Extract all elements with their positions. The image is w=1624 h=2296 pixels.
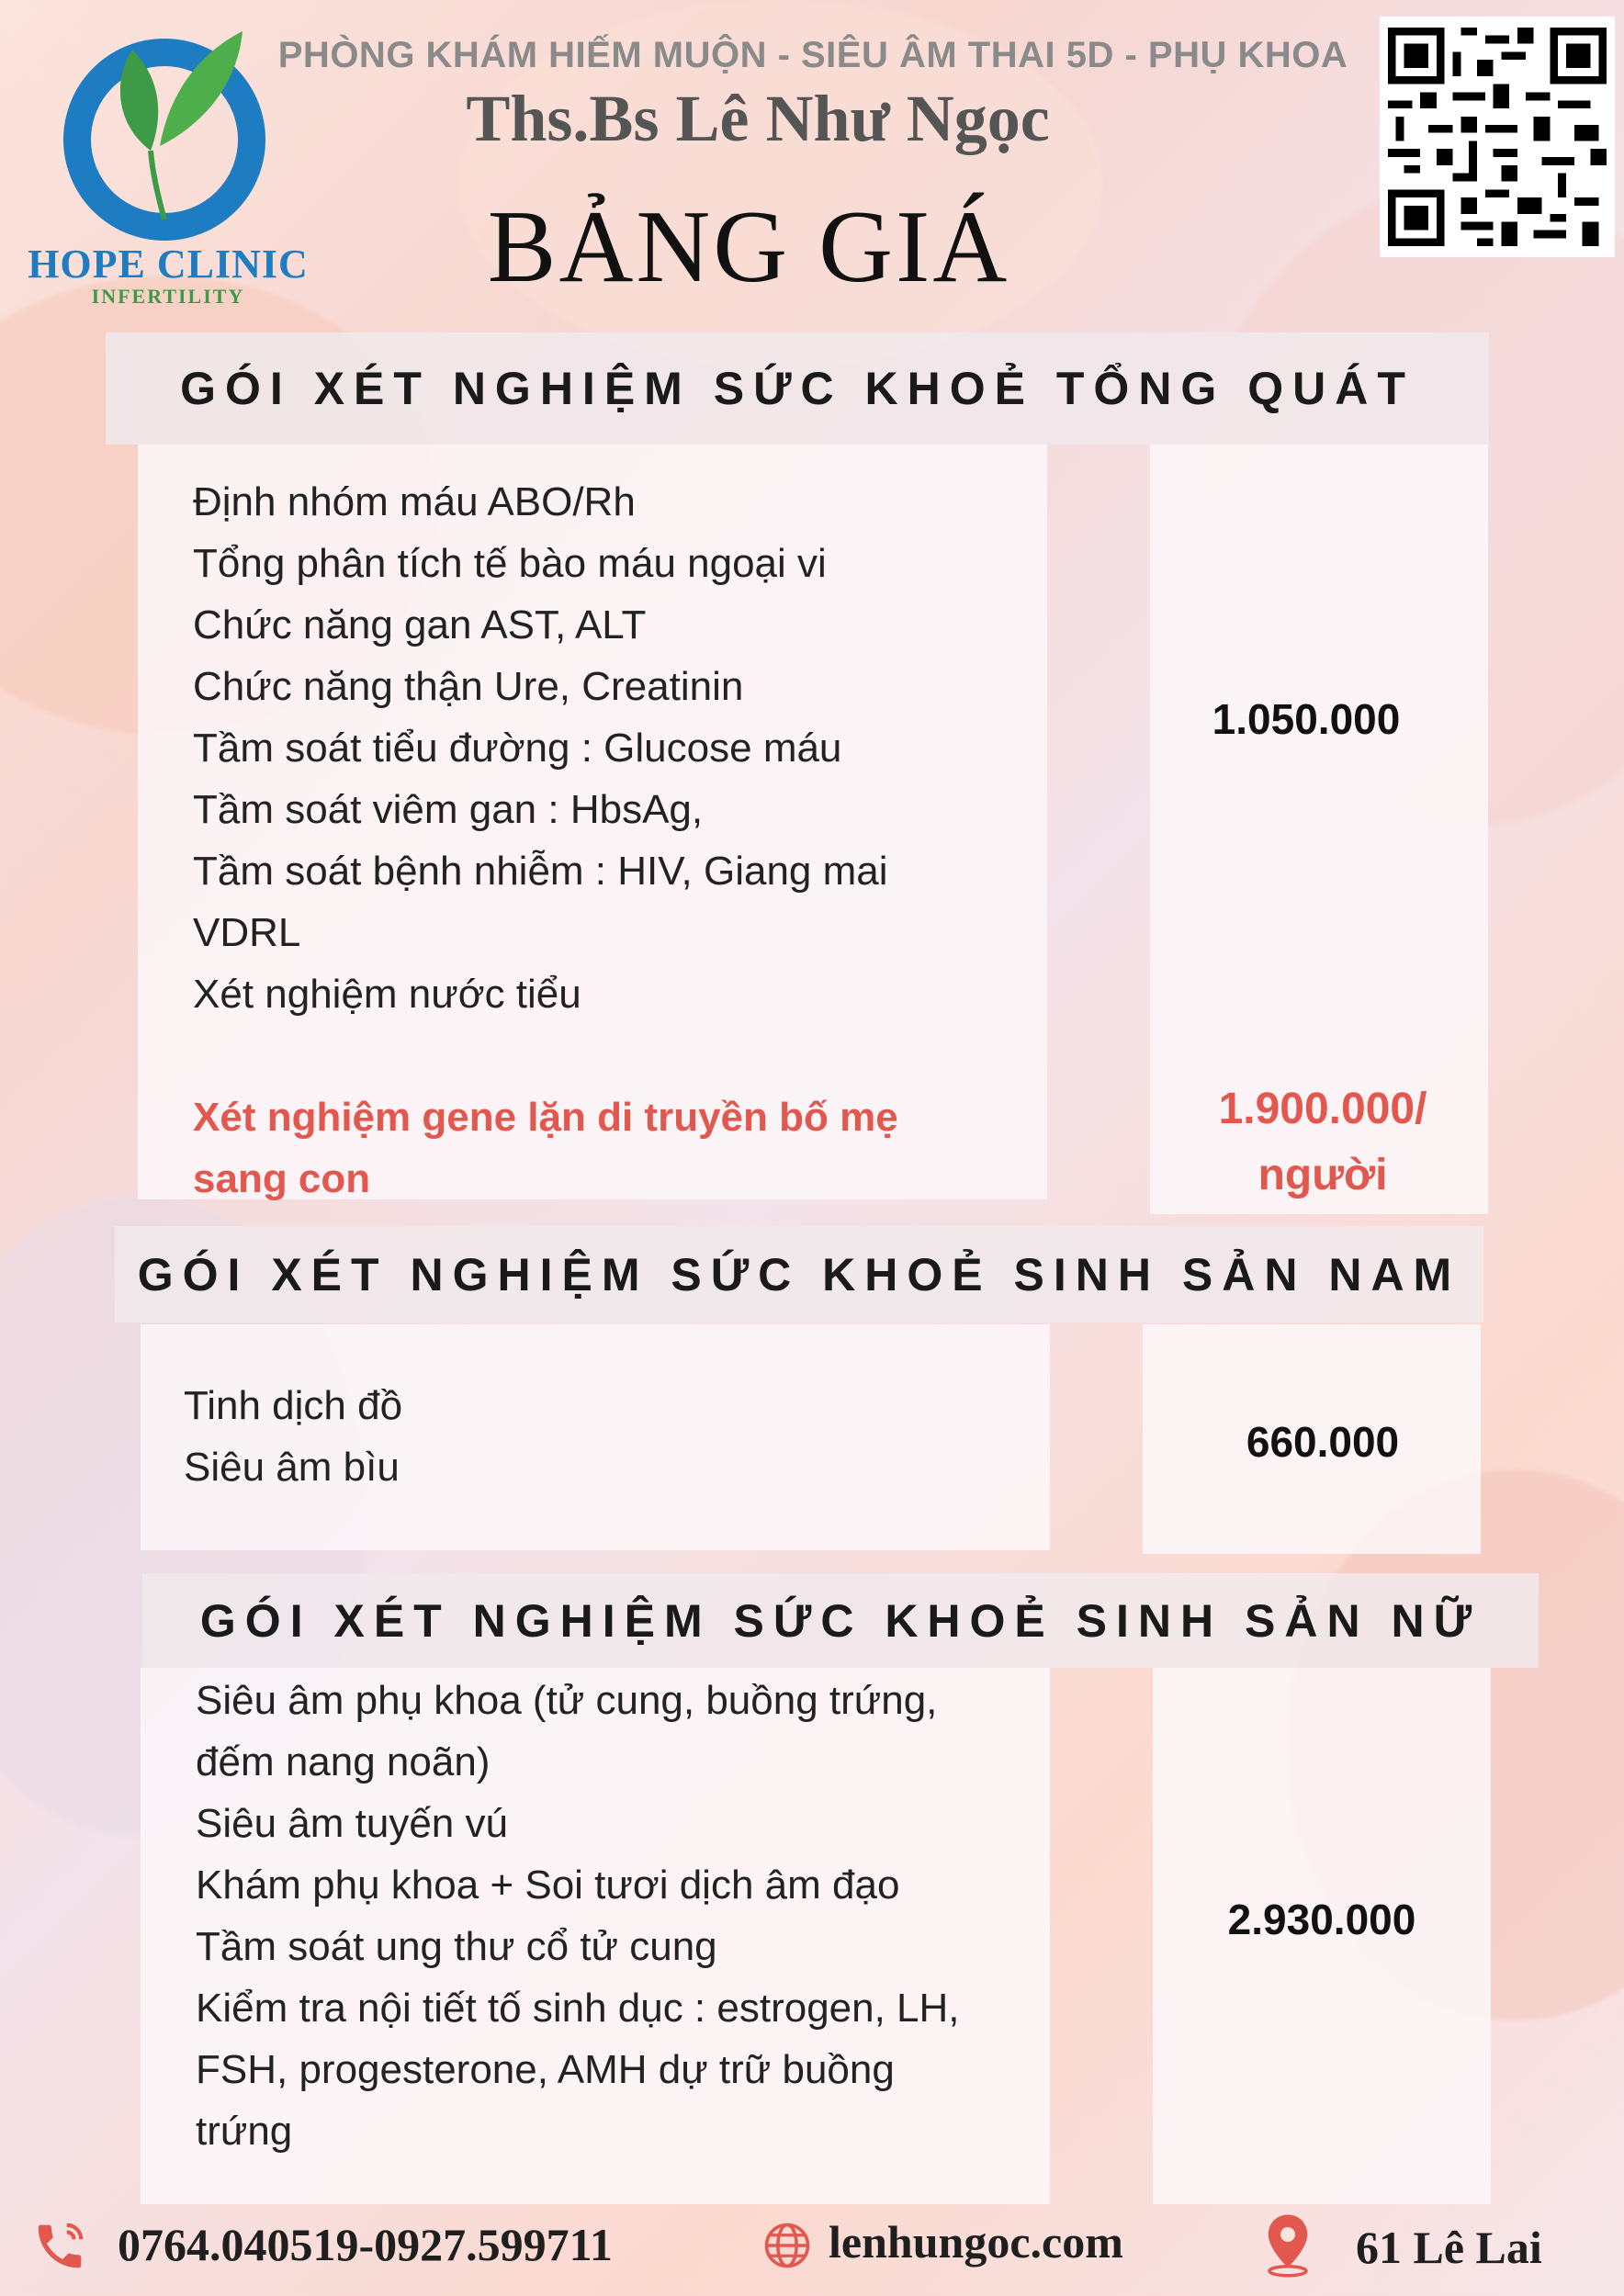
male-package-price: 660.000 — [1246, 1418, 1400, 1466]
list-item: đếm nang noãn) — [196, 1739, 491, 1784]
footer-website[interactable]: lenhungoc.com — [829, 2216, 1123, 2268]
clinic-services-line: PHÒNG KHÁM HIẾM MUỘN - SIÊU ÂM THAI 5D - PHỤ KHOA — [277, 35, 1348, 75]
doctor-name: Ths.Bs Lê Như Ngọc — [466, 82, 1050, 155]
list-item: Tầm soát viêm gan : HbsAg, — [193, 787, 704, 832]
gene-test-line: sang con — [193, 1156, 371, 1201]
list-item: Xét nghiệm nước tiểu — [193, 972, 581, 1017]
list-item: trứng — [196, 2109, 293, 2154]
general-items-list — [193, 471, 1038, 1025]
list-item: Tổng phân tích tế bào máu ngoại vi — [193, 541, 827, 586]
male-items-list — [184, 1375, 1010, 1498]
list-item: Tầm soát ung thư cổ tử cung — [196, 1924, 717, 1969]
list-item: FSH, progesterone, AMH dự trữ buồng — [196, 2047, 895, 2092]
female-package-price: 2.930.000 — [1227, 1896, 1416, 1943]
qr-code[interactable] — [1380, 17, 1615, 257]
list-item: Kiểm tra nội tiết tố sinh dục : estrogen, LH, — [196, 1986, 960, 2031]
general-package-heading: GÓI XÉT NGHIỆM SỨC KHOẺ TỔNG QUÁT — [106, 332, 1489, 445]
list-item: Siêu âm phụ khoa (tử cung, buồng trứng, — [196, 1678, 938, 1723]
list-item: Tinh dịch đồ — [184, 1383, 403, 1428]
logo-name: HOPE CLINIC — [28, 242, 309, 287]
list-item: Tầm soát tiểu đường : Glucose máu — [193, 726, 842, 771]
general-package-price: 1.050.000 — [1212, 695, 1401, 743]
gene-test-price — [1185, 1076, 1460, 1209]
list-item: VDRL — [193, 910, 301, 955]
gene-test-label — [193, 1086, 1038, 1210]
gene-test-line: Xét nghiệm gene lặn di truyền bố mẹ — [193, 1095, 898, 1140]
male-package-heading: GÓI XÉT NGHIỆM SỨC KHOẺ SINH SẢN NAM — [115, 1226, 1483, 1322]
gene-price-line: người — [1257, 1151, 1388, 1199]
globe-icon — [762, 2221, 812, 2270]
footer-phone[interactable]: 0764.040519-0927.599711 — [118, 2219, 613, 2270]
female-items-list — [196, 1670, 1050, 2162]
gene-price-line: 1.900.000/ — [1218, 1085, 1427, 1133]
page-title: BẢNG GIÁ — [487, 190, 1010, 304]
female-package-heading: GÓI XÉT NGHIỆM SỨC KHOẺ SINH SẢN NỮ — [142, 1573, 1539, 1668]
list-item: Siêu âm bìu — [184, 1445, 400, 1490]
list-item: Chức năng gan AST, ALT — [193, 602, 647, 647]
list-item: Tầm soát bệnh nhiễm : HIV, Giang mai — [193, 849, 888, 894]
list-item: Chức năng thận Ure, Creatinin — [193, 664, 744, 709]
list-item: Khám phụ khoa + Soi tươi dịch âm đạo — [196, 1863, 900, 1908]
logo-subtitle: INFERTILITY — [91, 285, 245, 308]
list-item: Siêu âm tuyến vú — [196, 1801, 508, 1846]
list-item: Định nhóm máu ABO/Rh — [193, 479, 636, 524]
phone-icon — [31, 2218, 88, 2275]
location-pin-icon — [1260, 2212, 1315, 2278]
footer-address: 61 Lê Lai — [1356, 2222, 1542, 2273]
